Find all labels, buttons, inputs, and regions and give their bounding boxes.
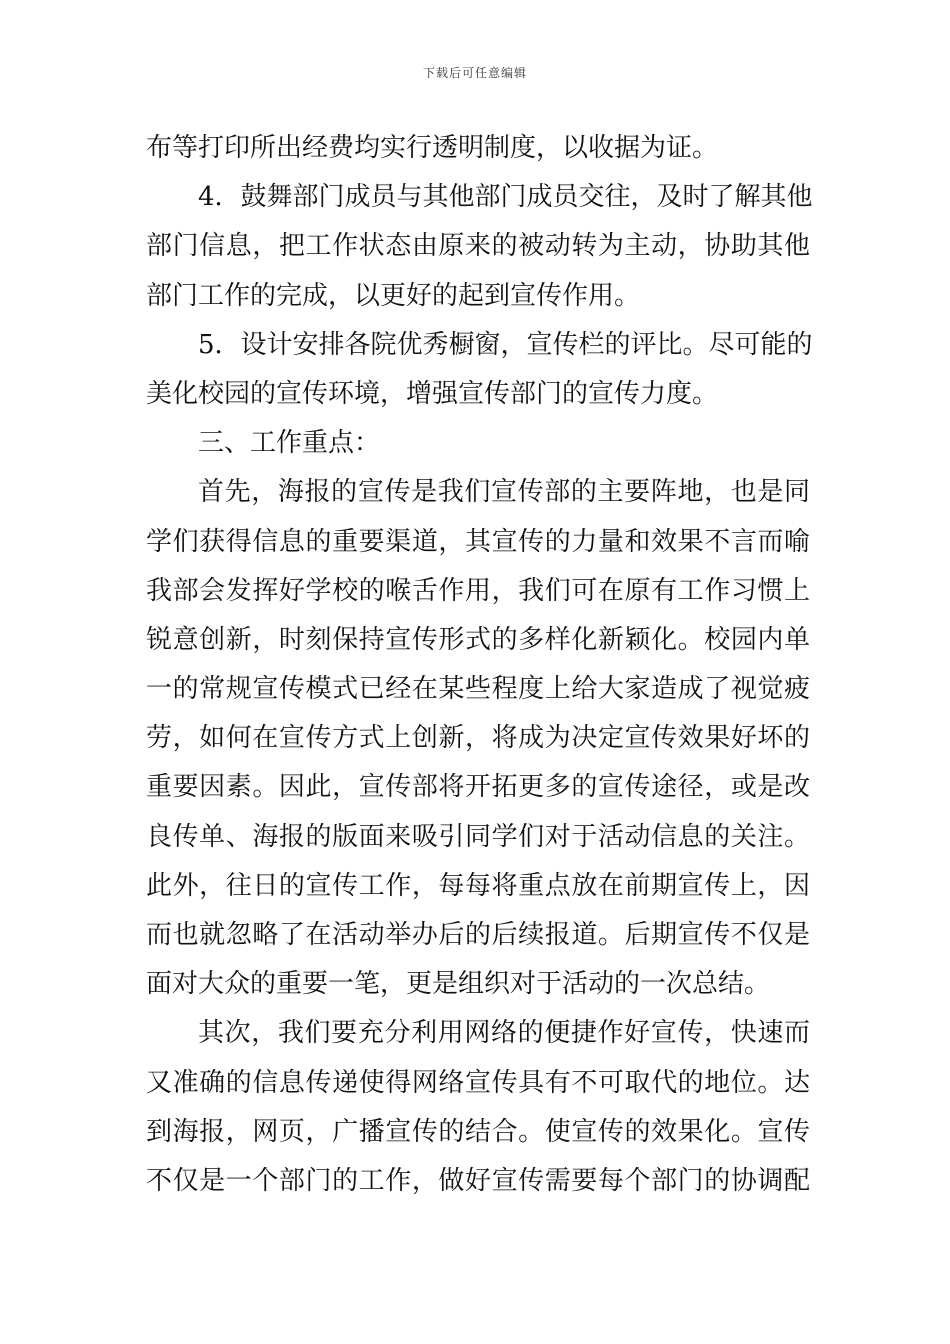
- text-line: 良传单、海报的版面来吸引同学们对于活动信息的关注。: [146, 821, 810, 852]
- section-heading: 三、工作重点：: [198, 428, 381, 459]
- text-line: 劳，如何在宣传方式上创新，将成为决定宣传效果好坏的: [146, 723, 810, 754]
- text-line: 布等打印所出经费均实行透明制度，以收据为证。: [146, 133, 719, 163]
- text-line: 不仅是一个部门的工作，做好宣传需要每个部门的协调配: [146, 1165, 810, 1196]
- text-line: 首先，海报的宣传是我们宣传部的主要阵地，也是同: [198, 477, 810, 508]
- text-line: 面对大众的重要一笔，更是组织对于活动的一次总结。: [146, 969, 771, 1000]
- document-body: [146, 124, 813, 1206]
- text-line: 到海报，网页，广播宣传的结合。使宣传的效果化。宣传: [146, 1116, 810, 1147]
- text-line: 又准确的信息传递使得网络宣传具有不可取代的地位。达: [146, 1067, 810, 1098]
- text-line: 而也就忽略了在活动举办后的后续报道。后期宣传不仅是: [146, 920, 810, 950]
- page-header: 下载后可任意编辑: [422, 66, 527, 80]
- text-line: 此外，往日的宣传工作，每每将重点放在前期宣传上，因: [146, 870, 810, 901]
- text-line: 4．鼓舞部门成员与其他部门成员交往，及时了解其他: [198, 182, 813, 213]
- text-line: 一的常规宣传模式已经在某些程度上给大家造成了视觉疲: [146, 674, 810, 705]
- text-line: 重要因素。因此，宣传部将开拓更多的宣传途径，或是改: [146, 772, 810, 803]
- text-line: 学们获得信息的重要渠道，其宣传的力量和效果不言而喻: [146, 526, 810, 557]
- text-line: 美化校园的宣传环境，增强宣传部门的宣传力度。: [146, 378, 719, 409]
- text-line: 锐意创新，时刻保持宣传形式的多样化新颖化。校园内单: [146, 624, 810, 655]
- text-line: 部门工作的完成，以更好的起到宣传作用。: [146, 280, 641, 311]
- text-line: 我部会发挥好学校的喉舌作用，我们可在原有工作习惯上: [146, 575, 810, 606]
- text-line: 部门信息，把工作状态由原来的被动转为主动，协助其他: [146, 231, 810, 262]
- text-line: 其次，我们要充分利用网络的便捷作好宣传，快速而: [198, 1018, 810, 1049]
- text-line: 5．设计安排各院优秀橱窗，宣传栏的评比。尽可能的: [198, 329, 813, 360]
